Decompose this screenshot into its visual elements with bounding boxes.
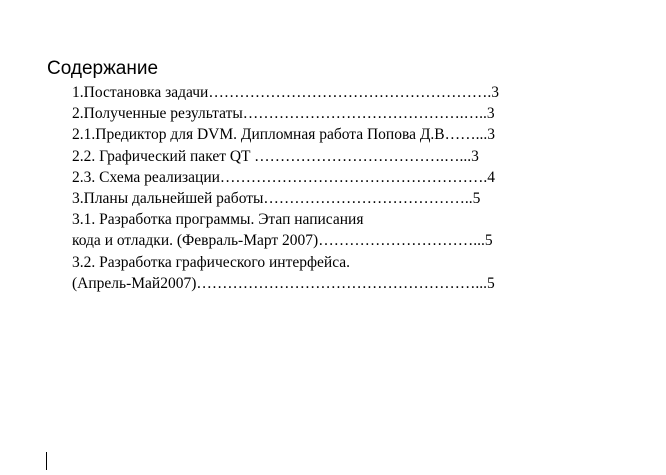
toc-entry-2: 2.Полученные результаты…………………………………….…..3 xyxy=(72,105,495,122)
toc-entry-3-2-line-1: 3.2. Разработка графического интерфейса. xyxy=(72,254,351,271)
toc-entry-1: 1.Постановка задачи……………………………………………….3 xyxy=(72,84,499,101)
toc-entry-3-1-line-1: 3.1. Разработка программы. Этап написания xyxy=(72,211,364,228)
text-cursor[interactable] xyxy=(46,452,47,470)
toc-entry-2-1: 2.1.Предиктор для DVM. Дипломная работа Попова Д.В……...3 xyxy=(72,126,496,143)
toc-entry-2-3: 2.3. Схема реализации…………………………………………….4 xyxy=(72,169,496,186)
toc-title: Содержание xyxy=(47,58,159,79)
toc-entry-2-2: 2.2. Графический пакет QT ……………………………….…...3 xyxy=(72,148,479,165)
toc-entry-3-2-line-2: (Апрель-Май2007)………………………………………………...5 xyxy=(72,275,495,292)
toc-entry-3-1-line-2: кода и отладки. (Февраль-Март 2007)…………………………...5 xyxy=(72,232,493,249)
toc-entry-3: 3.Планы дальнейшей работы…………………………………..5 xyxy=(72,190,481,207)
